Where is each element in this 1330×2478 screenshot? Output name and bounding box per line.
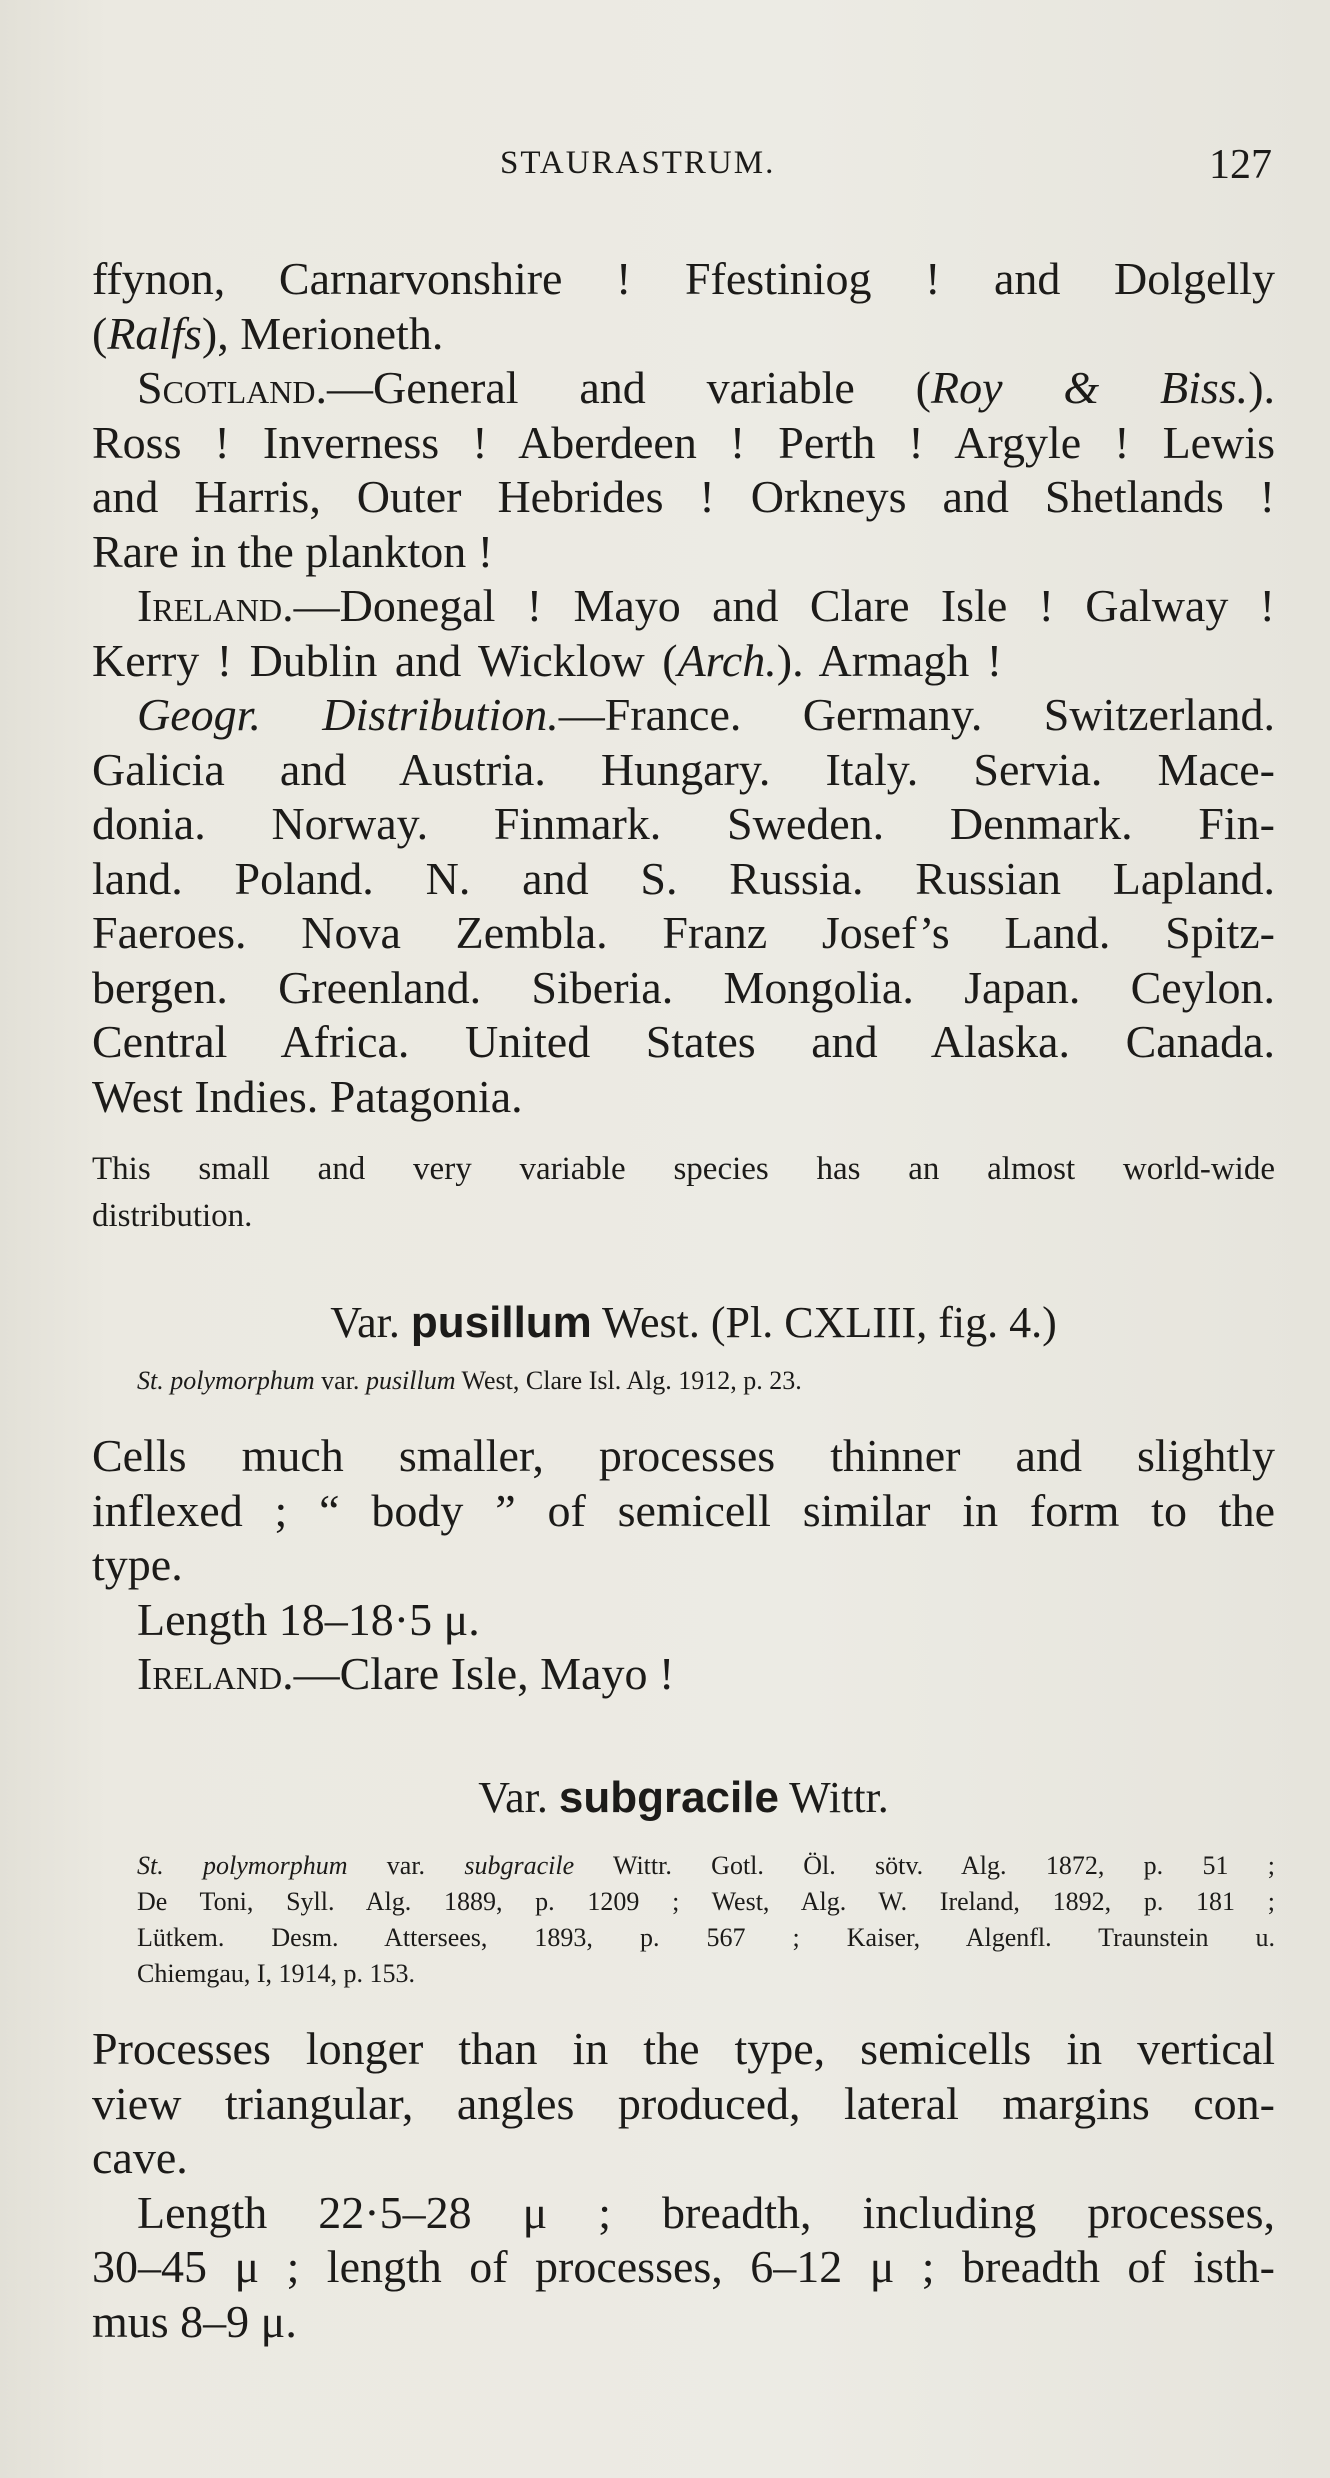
citation-line: Lütkem. Desm. Attersees, 1893, p. 567 ; Kaiser, Algenfl. Traunstein u. bbox=[137, 1923, 1275, 1952]
var-subgracile-section bbox=[92, 1770, 1275, 2349]
text-line: Central Africa. United States and Alaska. Canada. bbox=[92, 1016, 1275, 1067]
text-line: and Harris, Outer Hebrides ! Orkneys and Shetlands ! bbox=[92, 471, 1275, 522]
ireland-line: Ireland.—Donegal ! Mayo and Clare Isle ! Galway ! bbox=[137, 580, 1275, 631]
var-subgracile-citation bbox=[92, 1848, 1275, 1992]
page-header bbox=[0, 142, 1330, 195]
measurement-line: 30–45 μ ; length of processes, 6–12 μ ; breadth of isth- bbox=[92, 2241, 1275, 2292]
text-line: cave. bbox=[92, 2132, 188, 2183]
distribution-block bbox=[92, 252, 1275, 1124]
var-pusillum-citation: St. polymorphum var. pusillum West, Clare Isl. Alg. 1912, p. 23. bbox=[137, 1366, 802, 1395]
text-line: inflexed ; “ body ” of semicell similar in form to the bbox=[92, 1484, 1275, 1536]
text-line: Rare in the plankton ! bbox=[92, 525, 494, 577]
text-line: This small and very variable species has an almost world-wide bbox=[92, 1151, 1275, 1187]
text-line: Kerry ! Dublin and Wicklow (Arch.). Armagh ! bbox=[92, 634, 1003, 686]
running-title: STAURASTRUM. bbox=[500, 145, 776, 181]
geogr-line: Geogr. Distribution.—France. Germany. Switzerland. bbox=[137, 689, 1275, 740]
text-line: (Ralfs), Merioneth. bbox=[92, 307, 444, 359]
scotland-line: Scotland.—General and variable (Roy & Biss.). bbox=[137, 362, 1276, 413]
measurement-line: Length 18–18·5 μ. bbox=[137, 1593, 480, 1645]
var-pusillum-section bbox=[92, 1295, 1275, 1702]
text-line: Ross ! Inverness ! Aberdeen ! Perth ! Argyle ! Lewis bbox=[92, 416, 1275, 468]
text-line: land. Poland. N. and S. Russia. Russian Lapland. bbox=[92, 852, 1275, 904]
text-line: Faeroes. Nova Zembla. Franz Josef’s Land. Spitz- bbox=[92, 907, 1275, 958]
authority-ralfs: Ralfs bbox=[107, 307, 202, 359]
ireland-line: Ireland.—Clare Isle, Mayo ! bbox=[137, 1648, 675, 1699]
measurement-line: mus 8–9 μ. bbox=[92, 2295, 297, 2347]
text-line: Galicia and Austria. Hungary. Italy. Servia. Mace- bbox=[92, 743, 1275, 795]
citation-line: Chiemgau, I, 1914, p. 153. bbox=[137, 1959, 416, 1988]
text-line: distribution. bbox=[92, 1198, 253, 1234]
text-line: view triangular, angles produced, lateral margins con- bbox=[92, 2077, 1275, 2129]
remark-block bbox=[92, 1146, 1275, 1240]
text-line: type. bbox=[92, 1539, 183, 1590]
citation-line: De Toni, Syll. Alg. 1889, p. 1209 ; West, Alg. W. Ireland, 1892, p. 181 ; bbox=[137, 1887, 1275, 1916]
text-line: donia. Norway. Finmark. Sweden. Denmark. Fin- bbox=[92, 798, 1275, 849]
citation-line: St. polymorphum var. subgracile Wittr. Gotl. Öl. sötv. Alg. 1872, p. 51 ; bbox=[137, 1851, 1275, 1880]
var-subgracile-heading: Var. subgracile Wittr. bbox=[478, 1773, 889, 1822]
text-line: ffynon, Carnarvonshire ! Ffestiniog ! and Dolgelly bbox=[92, 253, 1275, 304]
text-line: Processes longer than in the type, semicells in vertical bbox=[92, 2023, 1275, 2074]
geogr-label: Geogr. Distribution. bbox=[137, 689, 559, 740]
scotland-label: Scotland bbox=[137, 362, 316, 413]
text-line: West Indies. Patagonia. bbox=[92, 1070, 523, 1122]
measurement-line: Length 22·5–28 μ ; breadth, including processes, bbox=[137, 2186, 1275, 2238]
var-pusillum-heading: Var. pusillum West. (Pl. CXLIII, fig. 4.) bbox=[330, 1298, 1057, 1347]
text-line: Cells much smaller, processes thinner and slightly bbox=[92, 1430, 1275, 1481]
ireland-label: Ireland bbox=[137, 580, 283, 631]
page-number: 127 bbox=[1209, 142, 1272, 188]
text-line: bergen. Greenland. Siberia. Mongolia. Japan. Ceylon. bbox=[92, 961, 1275, 1013]
